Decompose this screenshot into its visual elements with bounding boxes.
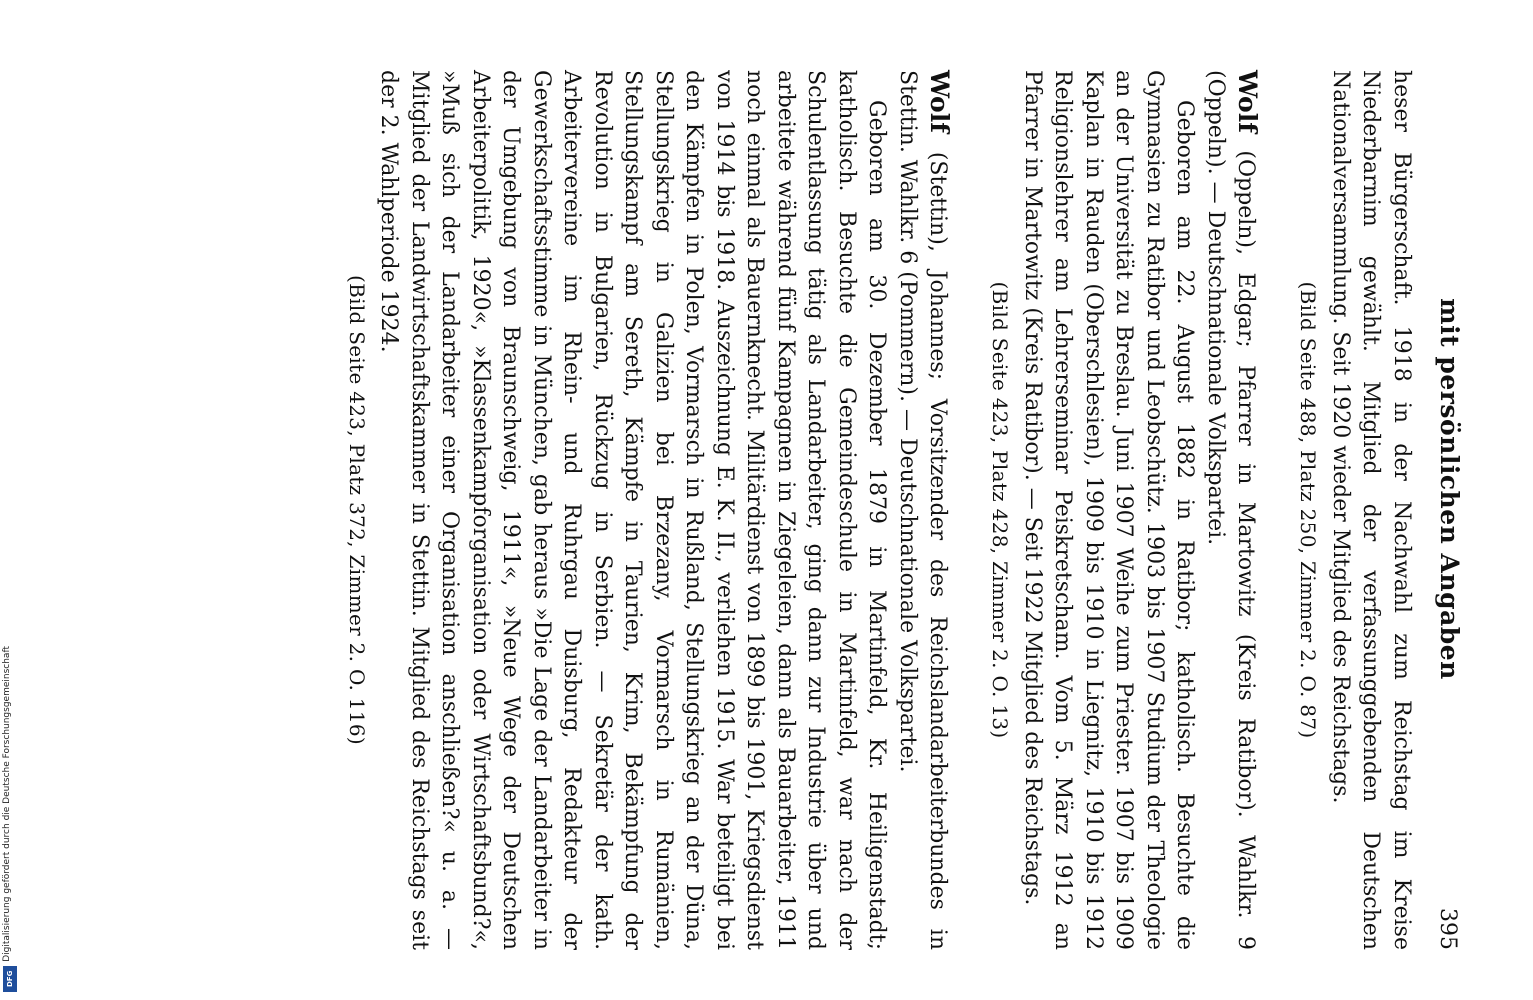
dfg-logo-icon: DFG [3, 966, 17, 992]
entry-reference: (Bild Seite 423, Platz 372, Zimmer 2. O. 116) [345, 275, 369, 745]
entry-intro [892, 70, 955, 950]
entry-name: Wolf [925, 70, 955, 133]
entry-intro [1200, 70, 1263, 950]
entry-intro-text: (Oppeln), Edgar; Pfarrer in Martowitz (Kreis Ratibor). Wahlkr. 9 (Oppeln). — Deutschnationale Volkspartei. [1203, 70, 1259, 950]
document-page [180, 0, 1500, 1000]
entry-name: Wolf [1233, 70, 1263, 133]
entry-wolf-oppeln [989, 70, 1263, 950]
entry-wolf-stettin [345, 70, 955, 950]
entry-biography: Geboren am 22. August 1882 in Ratibor; katholisch. Besuchte die Gymnasien zu Ratibor und Leobschütz. 1903 bis 1907 Studium der Theologie an der Universität zu Breslau. Juni 1907 Weihe zum Priester. 1907 bis 1909 Kaplan in Rauden (Oberschlesien), 1909 bis 1910 in Liegnitz, 1910 bis 1912 Religionslehrer am Lehrerseminar Peiskretscham. Vom 5. März 1912 an Pfarrer in Martowitz (Kreis Ratibor). — Seit 1922 Mitglied des Reichstags. [1020, 70, 1198, 950]
page-header [1416, 70, 1464, 950]
digitization-credit: Digitalisierung gefördert durch die Deutsche Forschungsgemeinschaft [2, 646, 12, 962]
digitization-sidebar [0, 0, 22, 1000]
entry-biography: Geboren am 30. Dezember 1879 in Martinfeld, Kr. Heiligenstadt; katholisch. Besuchte die Gemeindeschule in Martinfeld, war nach der Schulentlassung tätig als Landarbeiter, ging dann zur Industrie über und arbeitete während fünf Kampagnen in Ziegeleien, dann als Bauarbeiter, 1911 noch einmal als Bauernknecht. Militärdienst von 1899 bis 1901, Kriegsdienst von 1914 bis 1918. Auszeichnung E. K. II., verliehen 1915. War beteiligt bei den Kämpfen in Polen, Vormarsch in Rußland, Stellungskrieg an der Düna, Stellungskrieg in Galizien bei Brzezany, Vormarsch in Rumänien, Stellungskampf am Sereth, Kämpfe in Taurien, Krim, Bekämpfung der Revolution in Bulgarien, Rückzug in Serbien. — Sekretär der kath. Arbeitervereine im Rhein- und Ruhrgau Duisburg, Redakteur der Gewerkschaftsstimme in München, gab heraus »Die Lage der Landarbeiter in der Umgebung von Braunschweig, 1911«, »Neue Wege der Deutschen Arbeiterpolitik, 1920«, »Klassenkampforganisation oder Wirtschaftsbund?«, »Muß sich der Landarbeiter einer Organisation anschließen?« u. a. — Mitglied der Landwirtschaftskammer in Stettin. Mitglied des Reichstags seit der 2. Wahlperiode 1924. [376, 70, 890, 950]
entry-reference: (Bild Seite 423, Platz 428, Zimmer 2. O. 13) [988, 281, 1013, 739]
continuation-reference: (Bild Seite 488, Platz 250, Zimmer 2. O. 87) [1296, 281, 1321, 739]
entry-intro-text: (Stettin), Johannes; Vorsitzender des Reichslandarbeiterbundes in Stettin. Wahlkr. 6 (Pommern). — Deutschnationale Volkspartei. [895, 70, 951, 950]
running-title: mit persönlichen Angaben [1435, 298, 1464, 680]
continuation-entry [1297, 70, 1417, 950]
page-number: 395 [1435, 908, 1460, 950]
continuation-text: heser Bürgerschaft. 1918 in der Nachwahl zum Reichstag im Kreise Niederbarnim gewählt. Mitglied der verfassunggebenden Deutschen Nationalversammlung. Seit 1920 wieder Mitglied des Reichstags. [1328, 70, 1414, 950]
